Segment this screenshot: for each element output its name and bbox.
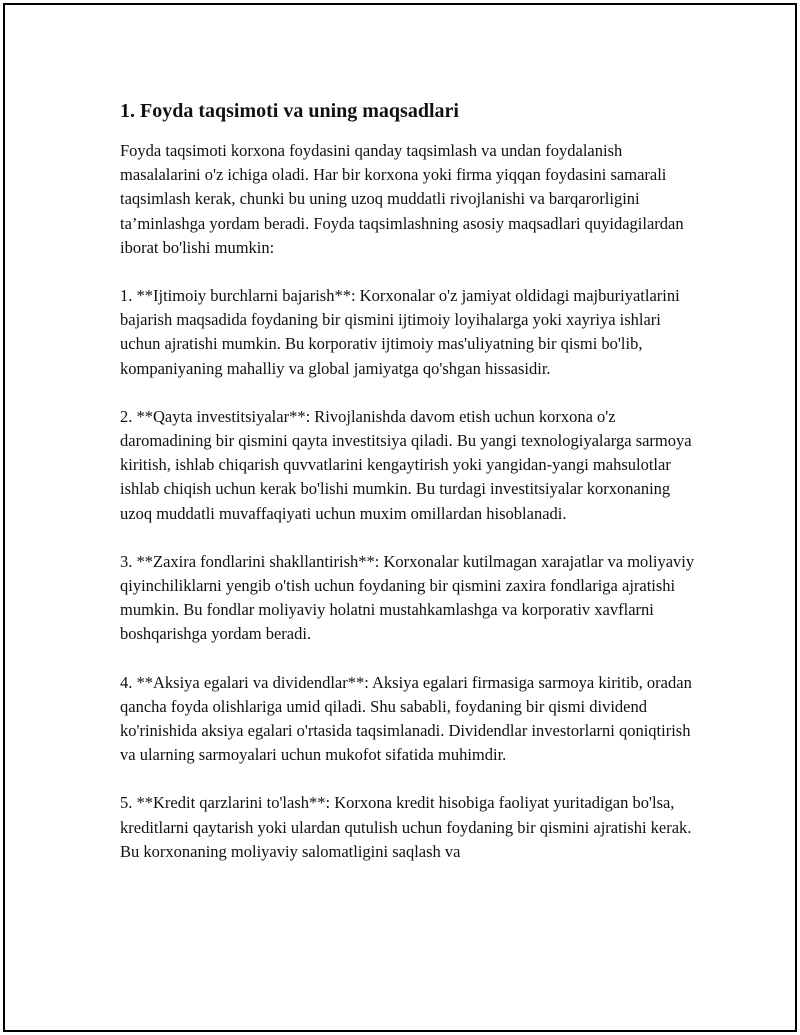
document-title: 1. Foyda taqsimoti va uning maqsadlari xyxy=(120,100,459,122)
list-item-3: 3. **Zaxira fondlarini shakllantirish**: Korxonalar kutilmagan xarajatlar va moliyaviy qiyinchiliklarni yengib o'tish uchun foydaning bir qismini zaxira fondlariga ajratishi mumkin. Bu fondlar moliyaviy holatni mustahkamlashga va korporativ xavflarni boshqarishga yordam beradi. xyxy=(120,551,695,644)
list-item-2: 2. **Qayta investitsiyalar**: Rivojlanishda davom etish uchun korxona o'z daromadining bir qismini qayta investitsiya qiladi. Bu yangi texnologiyalarga sarmoya kiritish, ishlab chiqarish quvvatlarini kengaytirish yoki yangidan-yangi mahsulotlar ishlab chiqish uchun kerak bo'lishi mumkin. Bu turdagi investitsiyalar korxonaning uzoq muddatli muvaffaqiyati uchun muxim omillardan hisoblanadi. xyxy=(120,406,692,523)
page-frame xyxy=(3,3,797,1032)
list-item-4: 4. **Aksiya egalari va dividendlar**: Aksiya egalari firmasiga sarmoya kiritib, oradan qancha foyda olishlariga umid qiladi. Shu sababli, foydaning bir qismi dividend ko'rinishida aksiya egalari o'rtasida taqsimlanadi. Dividendlar investorlarni qoniqtirish va ularning sarmoyalari uchun mukofot sifatida muhimdir. xyxy=(120,672,692,765)
document-body xyxy=(120,97,700,888)
list-item-1: 1. **Ijtimoiy burchlarni bajarish**: Korxonalar o'z jamiyat oldidagi majburiyatlarini bajarish maqsadida foydaning bir qismini ijtimoiy loyihalarga yoki xayriya ishlari uchun ajratishi mumkin. Bu korporativ ijtimoiy mas'uliyatning bir qismi bo'lib, kompaniyaning mahalliy va global jamiyatga qo'shgan hissasidir. xyxy=(120,286,680,378)
intro-paragraph: Foyda taqsimoti korxona foydasini qanday taqsimlash va undan foydalanish masalalarini o'z ichiga oladi. Har bir korxona yoki firma yiqqan foydasini samarali taqsimlash kerak, chunki bu uning uzoq muddatli rivojlanishi va barqarorligini ta’minlashga yordam beradi. Foyda taqsimlashning asosiy maqsadlari quyidagilardan iborat bo'lishi mumkin: xyxy=(120,141,684,257)
list-item-5: 5. **Kredit qarzlarini to'lash**: Korxona kredit hisobiga faoliyat yuritadigan bo'lsa, kreditlarni qaytarish yoki ulardan qutulish uchun foydaning bir qismini ajratishi kerak. Bu korxonaning moliyaviy salomatligini saqlash va xyxy=(120,793,692,861)
